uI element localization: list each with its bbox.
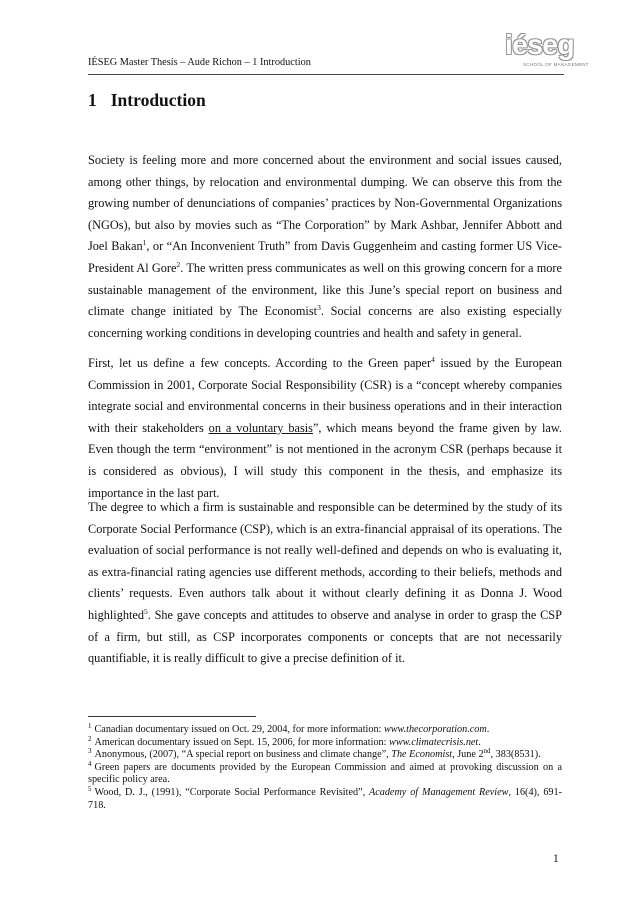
footnote-text: Wood, D. J., (1991), “Corporate Social Performance Revisited”,	[94, 786, 369, 798]
footnote-ordinal: nd	[483, 747, 491, 756]
footnote-tail: .	[478, 736, 481, 748]
running-header: IÉSEG Master Thesis – Aude Richon – 1 Introduction	[88, 57, 311, 68]
footnote-text: American documentary issued on Sept. 15, 2006, for more information:	[94, 736, 390, 748]
paragraph-3	[88, 497, 562, 670]
footnote-number: 1	[88, 722, 92, 730]
footnote-ref-3[interactable]: 3	[317, 303, 321, 313]
page-number: 1	[553, 853, 559, 865]
p2-text-c: ”, which means beyond the frame given by law. Even though the term “environment” is not mentioned in the acronym CSR (perhaps because it is considered as obvious), I will study this component in the thesis, and emphasize its importance in the last part.	[88, 420, 562, 500]
footnote-3	[88, 749, 562, 762]
footnote-link[interactable]: www.thecorporation.com	[383, 724, 487, 735]
footnote-1	[88, 724, 562, 737]
header-rule	[88, 74, 564, 75]
chapter-heading	[88, 90, 206, 111]
footnote-tail: , 16(4), 691-718.	[88, 786, 563, 811]
logo-subtitle: SCHOOL OF MANAGEMENT	[523, 62, 589, 67]
footnote-number: 2	[88, 734, 92, 743]
footnote-tail-2: , 383(8531).	[490, 749, 541, 761]
chapter-number: 1	[88, 90, 97, 110]
footnote-separator	[88, 716, 256, 717]
footnote-ref-4[interactable]: 4	[431, 355, 435, 364]
p1-text-b: , or “An Inconvenient Truth” from Davis Guggenheim and casting former US Vice-President Al Gore	[88, 239, 562, 275]
footnote-text: Anonymous, (2007), “A special report on business and climate change”,	[94, 749, 392, 761]
ieseg-logo	[505, 29, 589, 74]
footnote-source: Academy of Management Review	[369, 786, 509, 798]
footnote-tail: , June 2	[452, 749, 484, 761]
p2-text-b: issued by the European Commission in 2001, Corporate Social Responsibility (CSR) is a “concept whereby companies integrate social and environmental concerns in their business operations and in their interaction with their stakeholders	[88, 356, 562, 435]
p2-text-a: First, let us define a few concepts. According to the Green paper	[88, 356, 432, 370]
footnote-source: The Economist	[391, 749, 453, 761]
p3-text-a: The degree to which a firm is sustainable and responsible can be determined by the study of its Corporate Social Performance (CSP), which is an extra-financial appraisal of its operations. The evaluation of social performance is not really well-defined and depends on who is evaluating it, as extra-financial rating agencies use different methods, according to their beliefs, methods and clients’ requests. Even authors talk about it without clearly defining it as Donna J. Wood highlighted	[88, 500, 562, 622]
footnotes	[88, 724, 562, 812]
footnote-text: Canadian documentary issued on Oct. 29, 2004, for more information:	[94, 724, 384, 735]
paragraph-2	[88, 353, 562, 504]
chapter-title: Introduction	[110, 90, 206, 110]
footnote-number: 4	[88, 759, 92, 768]
p1-text-d: . Social concerns are also existing especially concerning working conditions in developing countries and health and safety in general.	[88, 304, 562, 340]
footnote-ref-2[interactable]: 2	[176, 259, 181, 269]
footnote-4	[88, 759, 562, 787]
footnote-ref-5[interactable]: 5	[144, 606, 148, 616]
footnote-5	[88, 784, 563, 812]
paragraph-1	[88, 150, 562, 344]
p3-text-b: . She gave concepts and attitudes to observe and analyse in order to grasp the CSP of a firm, but still, as CSP incorporates components or concepts that are not necessarily quantifiable, it is really difficult to give a precise definition of it.	[88, 607, 562, 666]
footnote-ref-1[interactable]: 1	[142, 238, 147, 248]
logo-wordmark: iéseg	[505, 29, 575, 60]
footnote-number: 3	[88, 747, 92, 756]
footnote-link[interactable]: www.climatecrisis.net	[389, 736, 479, 748]
p1-text-c: . The written press communicates as well on this growing concern for a more sustainable management of the environment, like this June’s special report on business and climate change initiated by The Economist	[88, 260, 562, 319]
footnote-tail: .	[486, 724, 490, 735]
footnote-text: Green papers are documents provided by the European Commission and aimed at provoking discussion on a specific policy area.	[88, 761, 562, 786]
footnote-number: 5	[88, 784, 92, 793]
p2-underlined-text: on a voluntary basis	[208, 420, 313, 435]
p1-text-a: Society is feeling more and more concerned about the environment and social issues caused, among other things, by relocation and environmental dumping. We can observe this from the growing number of denunciations of companies’ practices by Non-Governmental Organizations (NGOs), but also by movies such as “The Corporation” by Mark Ashbar, Jennifer Abbott and Joel Bakan	[88, 153, 562, 254]
